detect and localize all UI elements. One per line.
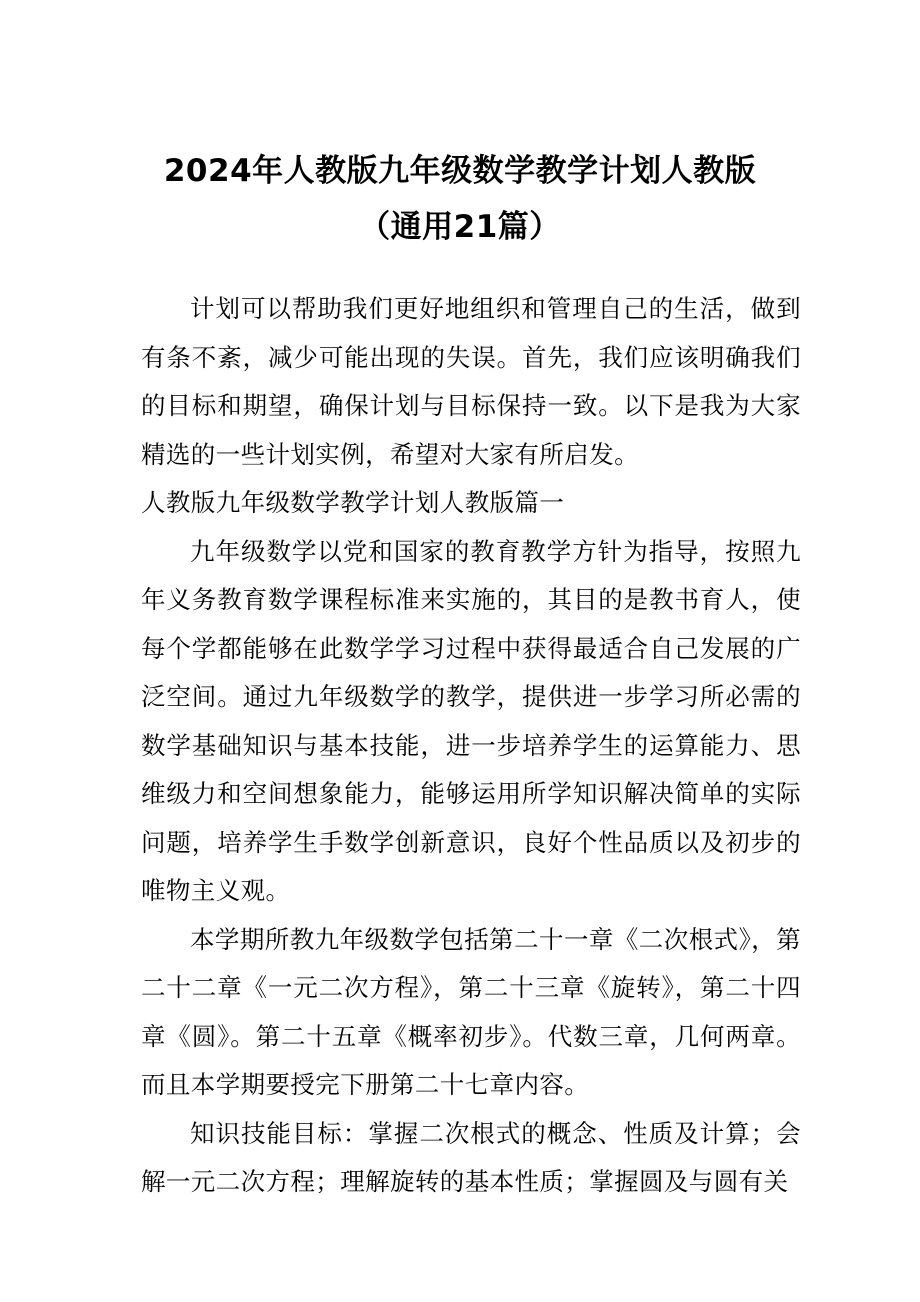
body-paragraph: 九年级数学以党和国家的教育教学方针为指导，按照九年义务教育数学课程标准来实施的，其目的是教书育人，使每个学都能够在此数学学习过程中获得最适合自己发展的广泛空间。通过九年级数学的教学，提供进一步学习所必需的数学基础知识与基本技能，进一步培养学生的运算能力、思维级力和空间想象能力，能够运用所学知识解决简单的实际问题，培养学生手数学创新意识，良好个性品质以及初步的唯物主义观。 bbox=[141, 536, 801, 905]
section-heading: 人教版九年级数学教学计划人教版篇一 bbox=[141, 488, 565, 517]
document-title-line1: 2024年人教版九年级数学教学计划人教版 bbox=[163, 153, 757, 189]
document-title-line2: （通用21篇） bbox=[359, 209, 561, 245]
intro-paragraph: 计划可以帮助我们更好地组织和管理自己的生活，做到有条不紊，减少可能出现的失误。首先，我们应该明确我们的目标和期望，确保计划与目标保持一致。以下是我为大家精选的一些计划实例，希望对大家有所启发。 bbox=[141, 294, 801, 469]
document-body bbox=[141, 285, 801, 1207]
body-paragraph: 知识技能目标：掌握二次根式的概念、性质及计算；会解一元二次方程；理解旋转的基本性质；掌握圆及与圆有关 bbox=[141, 1118, 801, 1196]
body-paragraph: 本学期所教九年级数学包括第二十一章《二次根式》，第二十二章《一元二次方程》，第二十三章《旋转》，第二十四章《圆》。第二十五章《概率初步》。代数三章，几何两章。而且本学期要授完下册第二十七章内容。 bbox=[141, 924, 801, 1099]
